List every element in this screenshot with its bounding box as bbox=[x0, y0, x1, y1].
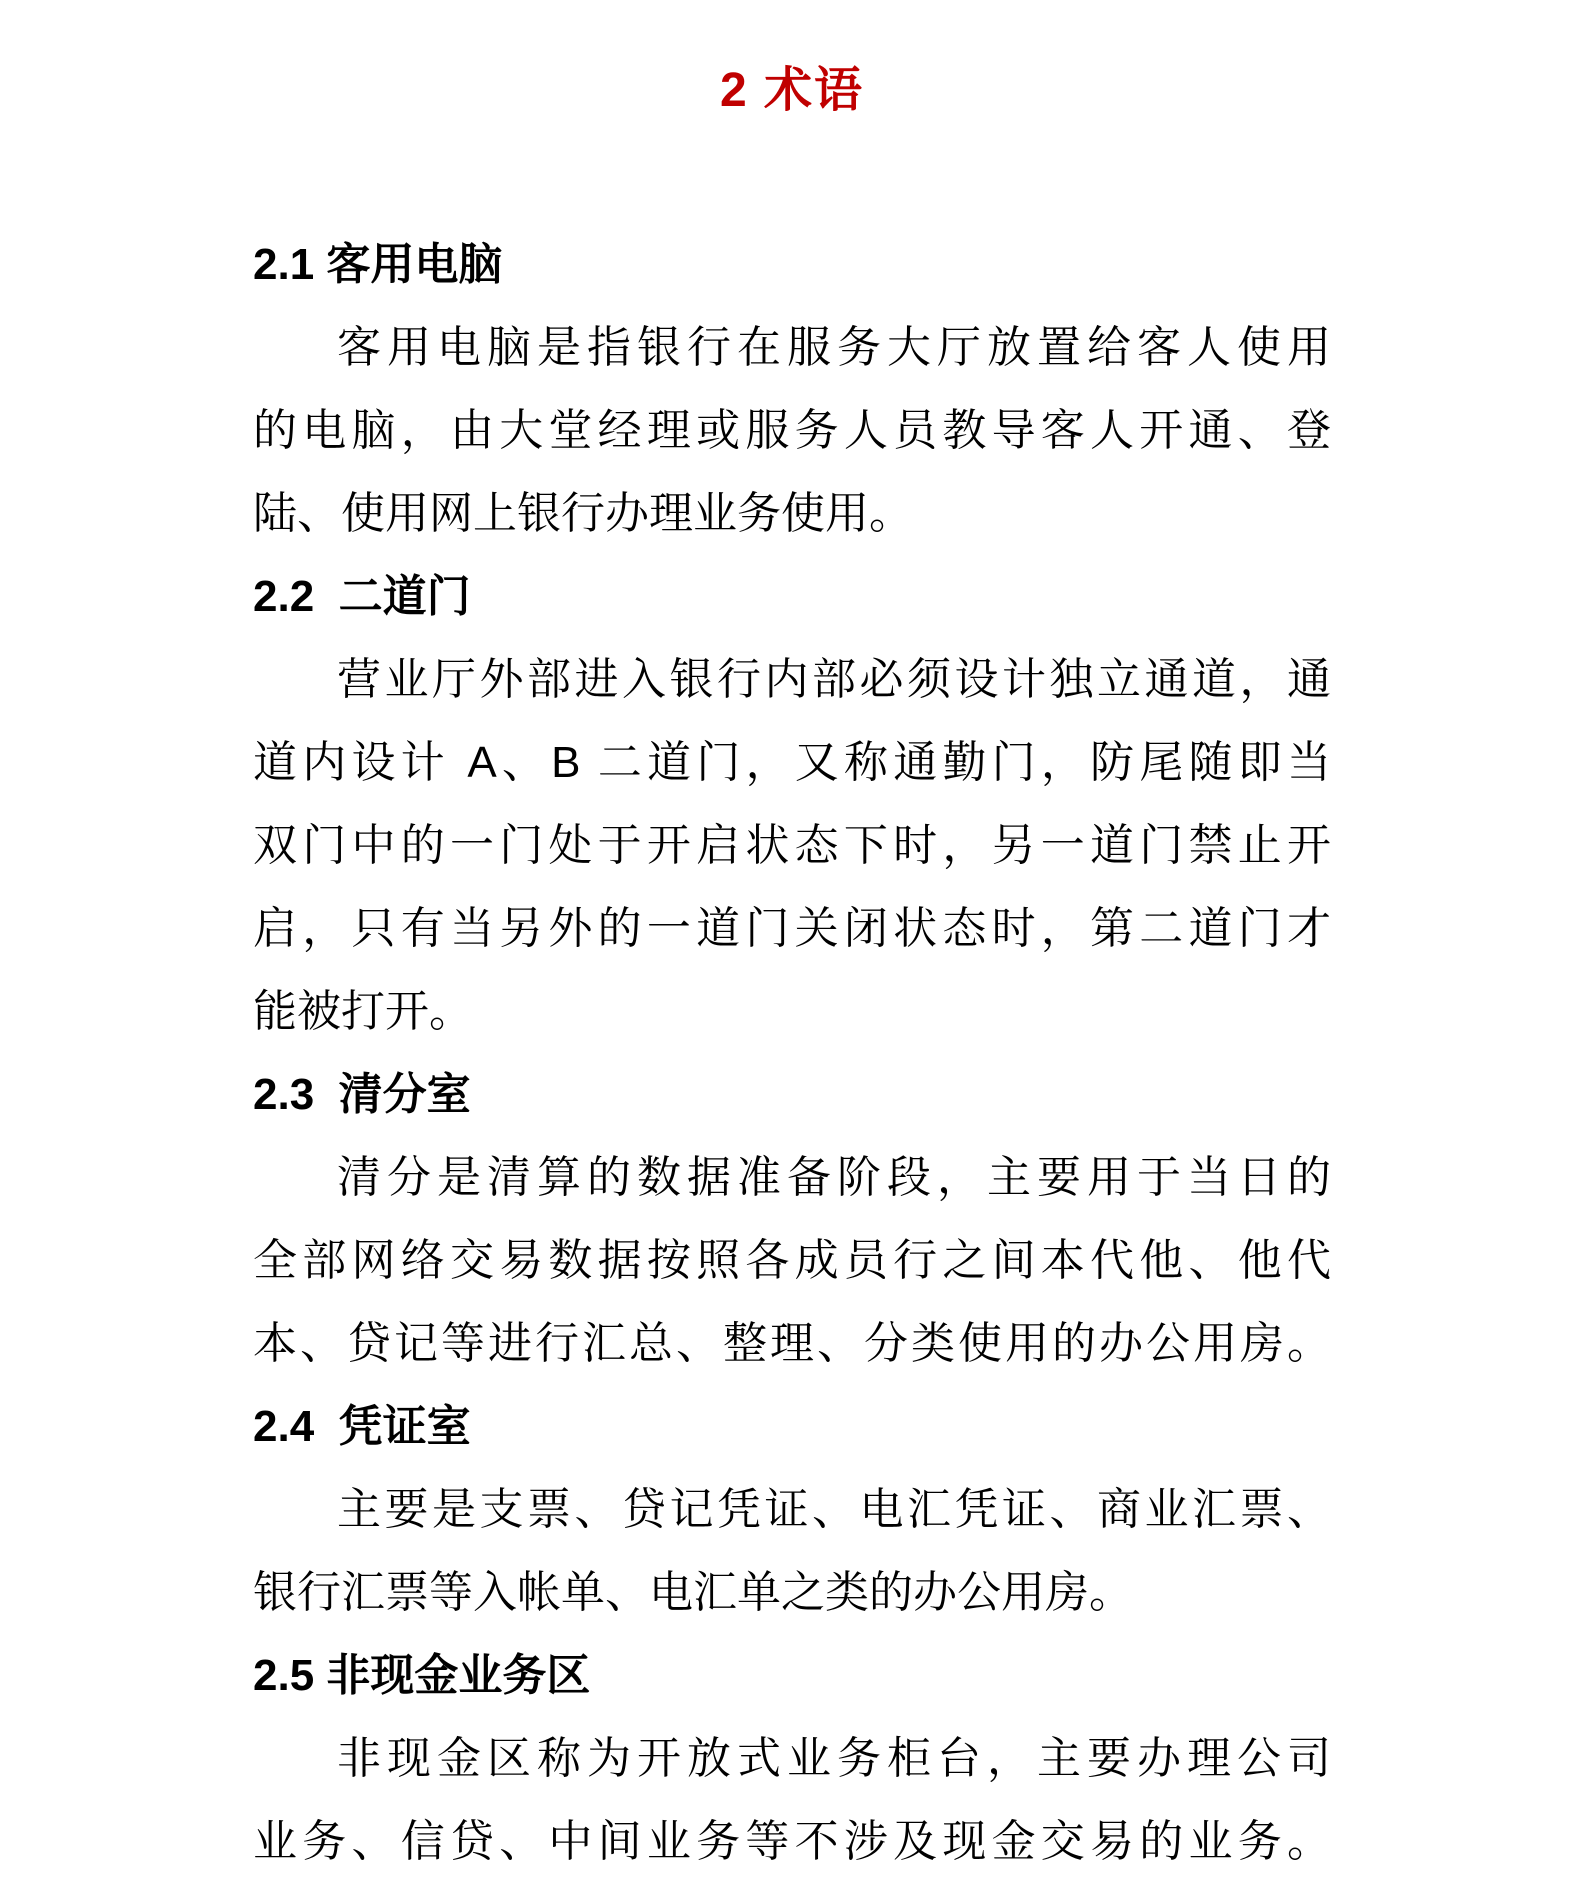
text-line: 双门中的一门处于开启状态下时，另一道门禁止开 bbox=[253, 821, 1331, 870]
sections-container bbox=[253, 223, 1331, 1883]
section-heading: 2.3 清分室 bbox=[253, 1070, 471, 1119]
text-line: 全部网络交易数据按照各成员行之间本代他、他代 bbox=[253, 1236, 1331, 1285]
section bbox=[253, 1385, 1331, 1634]
section-heading: 2.4 凭证室 bbox=[253, 1402, 471, 1451]
section-paragraph bbox=[253, 1717, 1331, 1883]
text-line: 的电脑，由大堂经理或服务人员教导客人开通、登 bbox=[253, 406, 1331, 455]
section-paragraph bbox=[253, 306, 1331, 555]
text-line: 营业厅外部进入银行内部必须设计独立通道，通 bbox=[337, 655, 1331, 704]
section-paragraph bbox=[253, 1468, 1331, 1634]
section-heading: 2.5 非现金业务区 bbox=[253, 1651, 591, 1700]
section bbox=[253, 223, 1331, 555]
text-line: 陆、使用网上银行办理业务使用。 bbox=[253, 489, 913, 538]
section-heading: 2.2 二道门 bbox=[253, 572, 471, 621]
section-paragraph bbox=[253, 638, 1331, 1053]
text-line: 业务、信贷、中间业务等不涉及现金交易的业务。 bbox=[253, 1817, 1331, 1866]
section bbox=[253, 1634, 1331, 1883]
document-title: 2 术语 bbox=[719, 64, 865, 117]
section bbox=[253, 1053, 1331, 1385]
text-line: 清分是清算的数据准备阶段，主要用于当日的 bbox=[337, 1153, 1331, 1202]
section-paragraph bbox=[253, 1136, 1331, 1385]
text-line: 银行汇票等入帐单、电汇单之类的办公用房。 bbox=[253, 1568, 1133, 1617]
text-line: 主要是支票、贷记凭证、电汇凭证、商业汇票、 bbox=[337, 1485, 1331, 1534]
text-line: 非现金区称为开放式业务柜台，主要办理公司 bbox=[337, 1734, 1331, 1783]
text-line: 能被打开。 bbox=[253, 987, 473, 1036]
section bbox=[253, 555, 1331, 1053]
section-heading: 2.1 客用电脑 bbox=[253, 240, 503, 289]
text-line: 客用电脑是指银行在服务大厅放置给客人使用 bbox=[337, 323, 1331, 372]
text-line: 本、贷记等进行汇总、整理、分类使用的办公用房。 bbox=[253, 1319, 1331, 1368]
document-content bbox=[253, 49, 1331, 1883]
text-line: 道内设计 A、B 二道门，又称通勤门，防尾随即当 bbox=[253, 738, 1331, 787]
text-line: 启，只有当另外的一道门关闭状态时，第二道门才 bbox=[253, 904, 1331, 953]
